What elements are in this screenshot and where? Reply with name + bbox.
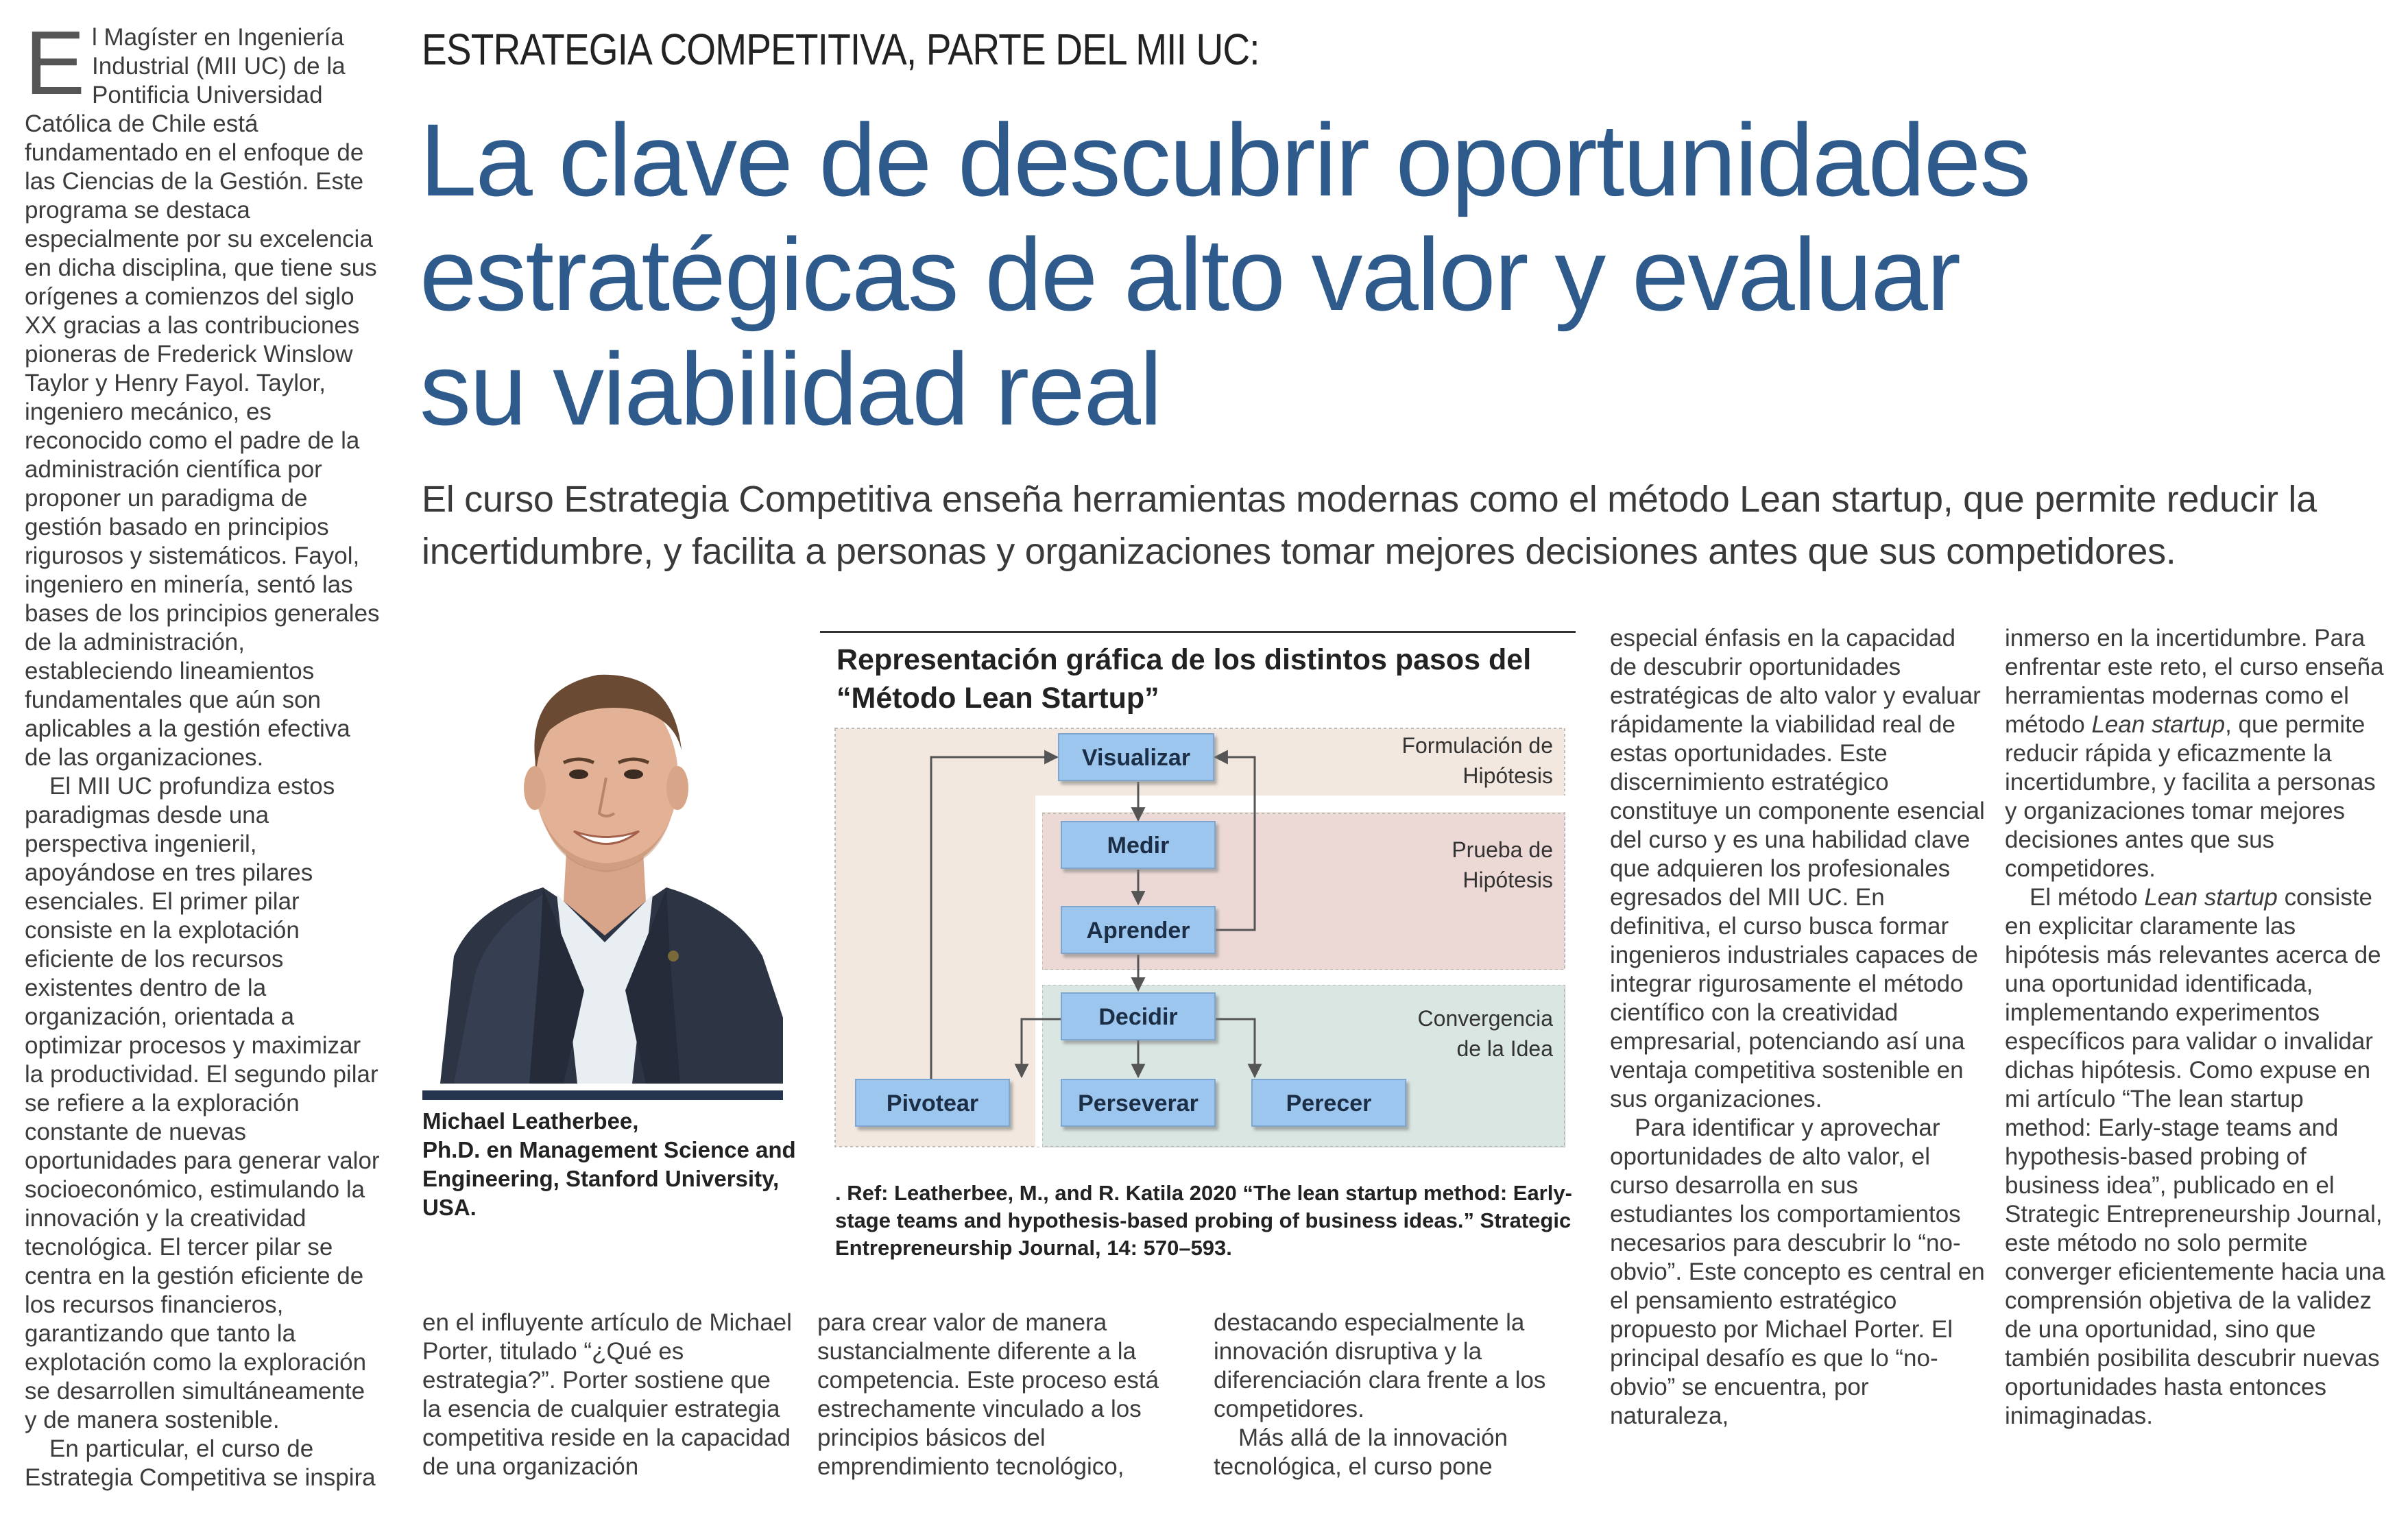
svg-text:Pivotear: Pivotear	[886, 1090, 979, 1116]
diagram-reference: . Ref: Leatherbee, M., and R. Katila 2020 “The lean startup method: Early-stage teams and hypothesis-based probing of business ideas.” Strategic Entrepreneurship Journal, 14: 570–593.	[835, 1181, 1572, 1260]
column-1-paragraph-3: En particular, el curso de Estrategia Competitiva se inspira	[25, 1435, 376, 1491]
column-5-paragraph-2: Para identificar y aprovechar oportunidades de alto valor, el curso desarrolla en sus estudiantes los comportamientos necesarios para descubrir lo “no-obvio”. Este concepto es central en el pensamiento estratégico propuesto por Michael Porter. El principal desafío es que lo “no-obvio” se encuentra, por naturaleza,	[1610, 1114, 1985, 1429]
box-perseverar	[1061, 1079, 1215, 1126]
box-visualizar	[1059, 734, 1214, 780]
lean-startup-term-2: Lean startup	[2144, 884, 2278, 911]
column-4-paragraph-1: destacando especialmente la innovación disruptiva y la diferenciación clara frente a los competidores.	[1214, 1309, 1546, 1422]
diagram-top-rule	[820, 631, 1576, 633]
caption-name: Michael Leatherbee,	[422, 1108, 639, 1134]
diagram-title: Representación gráfica de los distintos pasos del “Método Lean Startup”	[836, 643, 1532, 715]
photo-caption	[422, 1107, 806, 1222]
column-5-paragraph-1: especial énfasis en la capacidad de descubrir oportunidades estratégicas de alto valor y evaluar rápidamente la viabilidad real de estas oportunidades. Este discernimiento estratégico constituye un componente esencial del curso y es una habilidad clave que adquieren los profesionales egresados del MII UC. En definitiva, el curso busca formar ingenieros industriales capaces de integrar rigurosamente el método científico con la creatividad empresarial, potenciando así una ventaja competitiva sostenible en sus organizaciones.	[1610, 625, 1985, 1112]
caption-rule	[422, 1090, 783, 1100]
column-3-bottom	[817, 1309, 1188, 1481]
column-1-paragraph-2: El MII UC profundiza estos paradigmas desde una perspectiva ingenieril, apoyándose en tres pilares esenciales. El primer pilar consiste en la explotación eficiente de los recursos existentes dentro de la organización, orientada a optimizar procesos y maximizar la productividad. El segundo pilar se refiere a la exploración constante de nuevas oportunidades para generar valor socioeconómico, estimulando la innovación y la creatividad tecnológica. El tercer pilar se centra en la gestión eficiente de los recursos financieros, garantizando que tanto la explotación como la exploración se desarrollen simultáneamente y de manera sostenible.	[25, 773, 380, 1433]
column-6	[2005, 624, 2389, 1431]
svg-text:Visualizar: Visualizar	[1081, 745, 1191, 771]
column-6-paragraph-2: El método Lean startup consiste en explicitar claramente las hipótesis más relevantes acerca de una oportunidad identificada, implementando experimentos específicos para validar o invalidar dichas hipótesis. Como expuse en mi artículo “The lean startup method: Early-stage teams and hypothesis-based probing of business idea”, publicado en el Strategic Entrepreneurship Journal, este método no solo permite converger eficientemente hacia una comprensión objetiva de la validez de una oportunidad, sino que también posibilita descubrir nuevas oportunidades hasta entonces inimaginadas.	[2005, 884, 2385, 1429]
lean-startup-term: Lean startup	[2091, 711, 2226, 738]
svg-text:Medir: Medir	[1107, 833, 1170, 859]
caption-credentials: Ph.D. en Management Science and Engineering, Stanford University, USA.	[422, 1137, 796, 1220]
column-3-paragraph: para crear valor de manera sustancialmente diferente a la competencia. Este proceso está estrechamente vinculado a los principios básicos del emprendimiento tecnológico,	[817, 1309, 1159, 1480]
lean-startup-diagram	[830, 720, 1570, 1154]
dropcap: E	[25, 12, 86, 113]
headline: La clave de descubrir oportunidades estratégicas de alto valor y evaluar su viabilidad real	[420, 102, 2030, 446]
svg-text:Decidir: Decidir	[1098, 1004, 1178, 1030]
deck: El curso Estrategia Competitiva enseña herramientas modernas como el método Lean startup, que permite reducir la incertidumbre, y facilita a personas y organizaciones tomar mejores decisiones antes que sus competidores.	[422, 479, 2317, 572]
zone-label-formulacion-2: Hipótesis	[1462, 763, 1553, 788]
box-aprender	[1061, 907, 1215, 953]
zone-label-convergencia-1: Convergencia	[1417, 1006, 1553, 1031]
zone-label-prueba-2: Hipótesis	[1462, 868, 1553, 892]
box-decidir	[1061, 993, 1215, 1040]
column-1	[25, 12, 381, 1492]
column-2-paragraph: en el influyente artículo de Michael Porter, titulado “¿Qué es estrategia?”. Porter sostiene que la esencia de cualquier estrategia competitiva reside en la capacidad de una organización	[422, 1309, 792, 1480]
portrait-illustration	[426, 634, 783, 1084]
kicker: ESTRATEGIA COMPETITIVA, PARTE DEL MII UC:	[422, 25, 1260, 74]
column-2-bottom	[422, 1309, 793, 1481]
column-4-paragraph-2: Más allá de la innovación tecnológica, el curso pone	[1214, 1424, 1508, 1480]
zone-label-convergencia-2: de la Idea	[1456, 1036, 1553, 1061]
column-1-paragraph-1: l Magíster en Ingeniería Industrial (MII UC) de la Pontificia Universidad Católica de Chile está fundamentado en el enfoque de las Ciencias de la Gestión. Este programa se destaca especialmente por su excelencia en dicha disciplina, que tiene sus orígenes a comienzos del siglo XX gracias a las contribuciones pioneras de Frederick Winslow Taylor y Henry Fayol. Taylor, ingeniero mecánico, es reconocido como el padre de la administración científica por proponer un paradigma de gestión basado en principios rigurosos y sistemáticos. Fayol, ingeniero en minería, sentó las bases de los principios generales de la administración, estableciendo lineamientos fundamentales que aún son aplicables a la gestión efectiva de las organizaciones.	[25, 24, 380, 771]
zone-label-formulacion-1: Formulación de	[1401, 733, 1553, 758]
box-medir	[1061, 822, 1215, 868]
column-5	[1610, 624, 1987, 1431]
svg-text:Aprender: Aprender	[1086, 918, 1190, 944]
svg-text:Perseverar: Perseverar	[1078, 1090, 1199, 1116]
column-6-paragraph-1: inmerso en la incertidumbre. Para enfrentar este reto, el curso enseña herramientas modernas como el método Lean startup, que permite reducir rápida y eficazmente la incertidumbre, y facilita a personas y organizaciones tomar mejores decisiones antes que sus competidores.	[2005, 625, 2384, 882]
author-photo	[426, 634, 783, 1084]
zone-label-prueba-1: Prueba de	[1452, 837, 1553, 862]
box-perecer	[1252, 1079, 1406, 1126]
box-pivotear	[856, 1079, 1009, 1126]
column-4-bottom	[1214, 1309, 1584, 1481]
svg-text:Perecer: Perecer	[1286, 1090, 1372, 1116]
